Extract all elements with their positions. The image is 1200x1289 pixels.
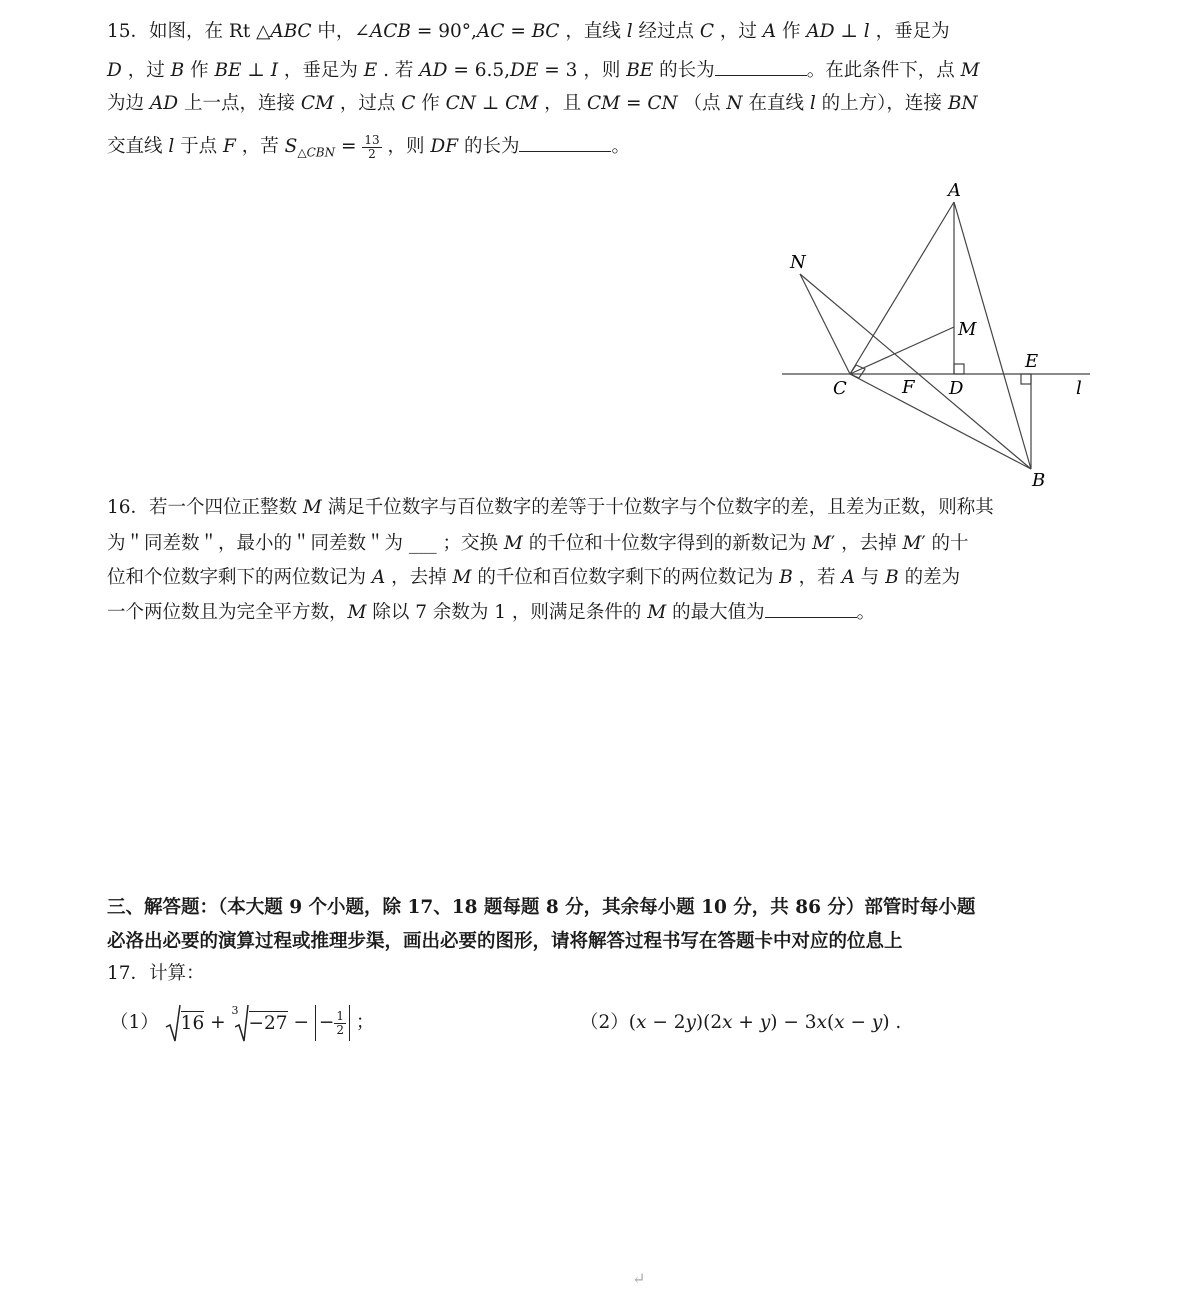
label-N: N [790, 252, 806, 273]
fraction-denominator: 2 [336, 1022, 345, 1037]
q15-line4 [107, 130, 630, 170]
q16-line4-end: 。 [856, 602, 876, 623]
q16-line2: 为＂同差数＂，最小的＂同差数＂为 ___ ；交换 𝑀 的千位和十位数字得到的新数记为 𝑀′ ，去掉 𝑀′ 的十 [107, 533, 969, 554]
q15-answer-blank-2 [519, 133, 611, 152]
sqrt-radicand: 16 [180, 1012, 205, 1034]
abs-inner-minus: − [318, 1012, 335, 1033]
label-E: E [1025, 351, 1039, 372]
sqrt-sign [165, 1003, 181, 1043]
absolute-value [315, 1005, 350, 1041]
fraction-numerator: 1 [336, 1008, 345, 1023]
section3-heading-line1: 三、解答题：（本大题 9 个小题，除 17、18 题每题 8 分，其余每小题 10 分，共 86 分）部管时每小题 [107, 897, 976, 918]
q16-line4-text: 一个两位数且为完全平方数，𝑀 除以 7 余数为 1 ，则满足条件的 𝑀 的最大值为 [107, 602, 765, 623]
q17-part1 [110, 1000, 374, 1046]
label-M: M [958, 319, 977, 340]
q15-line4-text: 交直线 𝑙 于点 𝐹 ，苦 [107, 136, 285, 157]
q15-line1: 15．如图，在 Rt △𝐴𝐵𝐶 中，∠𝐴𝐶𝐵 = 90°,𝐴𝐶 = 𝐵𝐶 ，直线 𝑙 经过点 𝐶 ，过 𝐴 作 𝐴𝐷 ⊥ 𝑙 ，垂足为 [107, 21, 950, 42]
q15-line2 [107, 57, 980, 83]
q15-line3: 为边 𝐴𝐷 上一点，连接 𝐶𝑀 ，过点 𝐶 作 𝐶𝑁 ⊥ 𝐶𝑀 ，且 𝐶𝑀 = 𝐶𝑁 （点 𝑁 在直线 𝑙 的上方），连接 𝐵𝑁 [107, 93, 978, 114]
label-F: F [902, 377, 915, 398]
q15-line2-text: 𝐷 ，过 𝐵 作 𝐵𝐸 ⊥ 𝐼 ，垂足为 𝐸 . 若 𝐴𝐷 = 6.5,𝐷𝐸 = 3 ，则 𝐵𝐸 的长为 [107, 60, 715, 81]
label-A: A [948, 180, 961, 201]
q16-line1: 16．若一个四位正整数 𝑀 满足千位数字与百位数字的差等于十位数字与个位数字的差，且差为正数，则称其 [107, 497, 994, 518]
cube-root-index: 3 [231, 1004, 239, 1017]
q15-line2-tail: 。在此条件下，点 𝑀 [806, 60, 980, 81]
segment-NB [800, 274, 1031, 469]
q15-line4-end: 。 [611, 136, 630, 157]
segment-CB [850, 374, 1031, 469]
label-B: B [1032, 470, 1046, 491]
q16-answer-blank [765, 599, 857, 618]
section3-heading-line2: 必洛出必要的演算过程或推理步渠，画出必要的图形，请将解答过程书写在答题卡中对应的位息上 [107, 931, 903, 952]
q15-answer-blank-1 [715, 57, 807, 76]
segment-CM [850, 327, 954, 374]
fraction-13-2 [362, 134, 381, 161]
fraction-1-2 [334, 1010, 346, 1037]
q15-line4-mid: ，则 𝐷𝐹 的长为 [381, 136, 520, 157]
label-l: l [1076, 378, 1082, 399]
fraction-numerator: 13 [364, 132, 380, 147]
plus-sign: + [210, 1012, 226, 1033]
q17-title: 17．计算： [107, 963, 205, 984]
q17-part2-expression: (𝑥 − 2𝑦)(2𝑥 + 𝑦) − 3𝑥(𝑥 − 𝑦) . [628, 1012, 902, 1033]
q17-part2 [580, 1011, 901, 1035]
label-D: D [949, 378, 964, 399]
q17-part1-label: （1） [110, 1012, 159, 1033]
right-angle-C [850, 365, 865, 378]
cube-root-radicand: −27 [248, 1012, 288, 1034]
area-symbol: 𝑆 [284, 136, 298, 157]
segment-AC [850, 202, 954, 374]
q16-line4 [107, 599, 875, 625]
equals-sign: = [335, 136, 363, 157]
fraction-denominator: 2 [368, 146, 376, 161]
right-angle-D [954, 364, 964, 374]
page-footer-mark: ↵ [632, 1269, 646, 1288]
segment-NC [800, 274, 850, 374]
q17-part2-label: （2） [580, 1012, 629, 1033]
right-angle-E [1021, 374, 1031, 384]
geometry-figure [770, 175, 1100, 495]
q17-part1-end: ； [355, 1012, 375, 1033]
area-subscript: △𝐶𝐵𝑁 [297, 145, 336, 160]
label-C: C [833, 378, 847, 399]
minus-sign: − [293, 1012, 309, 1033]
q16-line3: 位和个位数字剩下的两位数记为 𝐴 ，去掉 𝑀 的千位和百位数字剩下的两位数记为 𝐵 ，若 𝐴 与 𝐵 的差为 [107, 567, 961, 588]
